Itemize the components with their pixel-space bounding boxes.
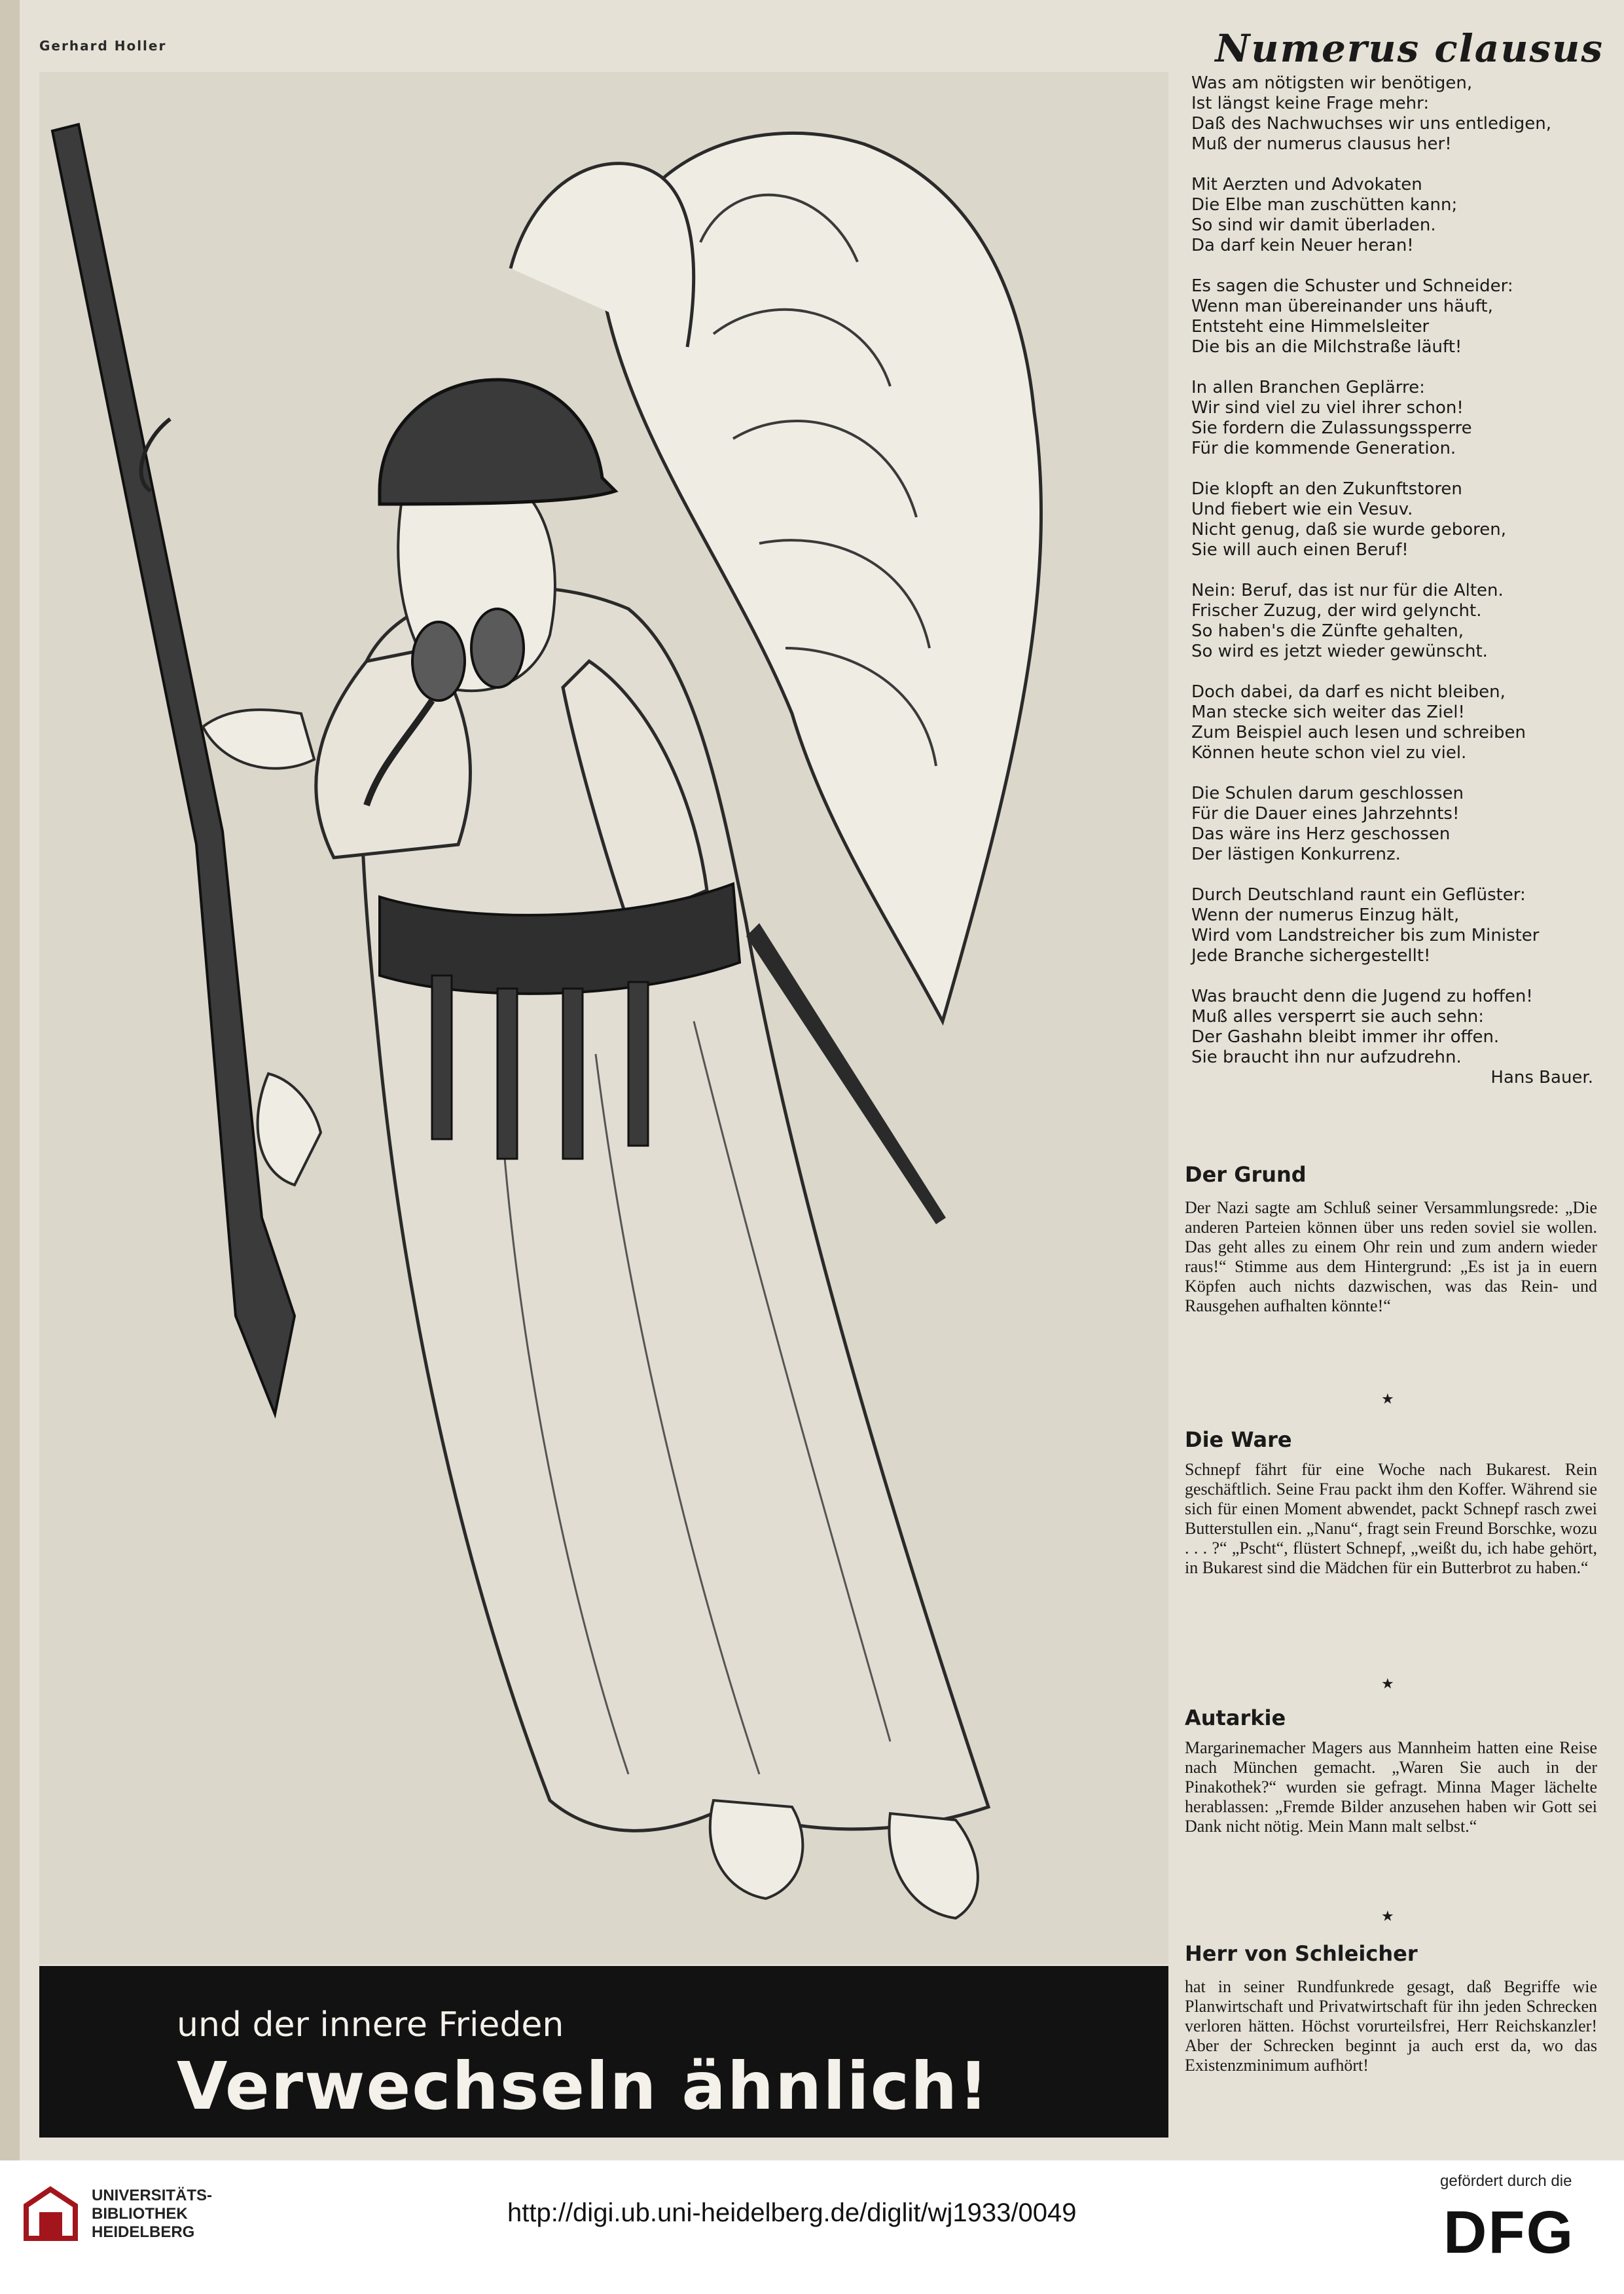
dfg-logo: DFG	[1443, 2199, 1575, 2266]
poem-line: So wird es jetzt wieder gewünscht.	[1191, 642, 1488, 661]
poem-line: Sie will auch einen Beruf!	[1191, 540, 1409, 560]
cartoon-illustration	[39, 72, 1168, 1964]
poem-line: Das wäre ins Herz geschossen	[1191, 824, 1451, 844]
section-text-herr-von-schleicher: hat in seiner Rundfunkrede gesagt, daß Begriffe wie Planwirtschaft und Privatwirtschaft für ihn jeden Schrecken verloren hätten. Höchst vorurteilsfrei, Herr Reichskanzler! Aber der Schrecken beginnt ja auch erst da, wo das Existenzminimum aufhört!	[1185, 1977, 1597, 2075]
university-library-logo-icon	[20, 2183, 82, 2245]
section-title-die-ware: Die Ware	[1185, 1427, 1292, 1452]
poem-stanza	[1191, 987, 1597, 1068]
poem-line: Nein: Beruf, das ist nur für die Alten.	[1191, 581, 1504, 600]
separator-star: ★	[1381, 1676, 1394, 1692]
poem-stanza	[1191, 682, 1597, 763]
poem-line: Wird vom Landstreicher bis zum Minister	[1191, 926, 1540, 945]
caption-banner	[39, 1966, 1168, 2138]
poem-line: Da darf kein Neuer heran!	[1191, 236, 1414, 255]
section-title-herr-von-schleicher: Herr von Schleicher	[1185, 1941, 1418, 1966]
poem-line: Und fiebert wie ein Vesuv.	[1191, 500, 1413, 519]
poem-line: Die bis an die Milchstraße läuft!	[1191, 337, 1462, 357]
poem-line: Ist längst keine Frage mehr:	[1191, 94, 1430, 113]
separator-star: ★	[1381, 1391, 1394, 1408]
poem-stanza	[1191, 73, 1597, 155]
poem-line: Nicht genug, daß sie wurde geboren,	[1191, 520, 1507, 539]
poem-line: Können heute schon viel zu viel.	[1191, 743, 1467, 763]
poem-stanza	[1191, 784, 1597, 865]
poem-line: Was braucht denn die Jugend zu hoffen!	[1191, 987, 1533, 1006]
poem-stanza	[1191, 175, 1597, 256]
poem-line: Man stecke sich weiter das Ziel!	[1191, 702, 1465, 722]
poem-line: Der Gashahn bleibt immer ihr offen.	[1191, 1027, 1500, 1047]
poem-line: Sie fordern die Zulassungssperre	[1191, 418, 1472, 438]
poem-line: Für die kommende Generation.	[1191, 439, 1456, 458]
poem-line: Die klopft an den Zukunftstoren	[1191, 479, 1462, 499]
armed-angel-drawing	[39, 72, 1168, 1964]
poem-line: Muß alles versperrt sie auch sehn:	[1191, 1007, 1484, 1027]
poem-line: Die Schulen darum geschlossen	[1191, 784, 1464, 803]
poem-line: Für die Dauer eines Jahrzehnts!	[1191, 804, 1460, 824]
section-text-autarkie: Margarinemacher Magers aus Mannheim hatten eine Reise nach München gemacht. „Waren Sie auch in der Pinakothek?“ wurden sie gefragt. Minna Mager lächelte herablassen: „Fremde Bilder anzusehen haben wir Gott sei Dank nicht nötig. Mein Mann malt selbst.“	[1185, 1738, 1597, 1836]
artist-credit: Gerhard Holler	[39, 38, 167, 54]
poem-line: Es sagen die Schuster und Schneider:	[1191, 276, 1513, 296]
section-text-der-grund: Der Nazi sagte am Schluß seiner Versammlungsrede: „Die anderen Parteien können über uns reden soviel sie wollen. Das geht alles zu einem Ohr rein und zum andern wieder raus!“ Stimme aus dem Hintergrund: „Es ist ja in euern Köpfen auch nichts dazwischen, was das Rein- und Rausgehen aufhalten könnte!“	[1185, 1198, 1597, 1315]
poem-line: Entsteht eine Himmelsleiter	[1191, 317, 1430, 337]
source-url-link[interactable]: http://digi.ub.uni-heidelberg.de/diglit/wj1933/0049	[507, 2198, 1077, 2227]
poem-line: Mit Aerzten und Advokaten	[1191, 175, 1422, 194]
funding-note: gefördert durch die	[1440, 2172, 1572, 2190]
poem-line: Sie braucht ihn nur aufzudrehn.	[1191, 1047, 1462, 1067]
banner-subtitle: und der innere Frieden	[177, 2005, 564, 2045]
banner-headline: Verwechseln ähnlich!	[177, 2048, 990, 2124]
poem-stanza	[1191, 885, 1597, 966]
poem-title: Numerus clausus	[1215, 26, 1604, 71]
poem-line: Der lästigen Konkurrenz.	[1191, 845, 1401, 864]
poem-line: So haben's die Zünfte gehalten,	[1191, 621, 1464, 641]
poem-stanza	[1191, 378, 1597, 459]
section-title-der-grund: Der Grund	[1185, 1162, 1307, 1187]
poem-line: Wenn man übereinander uns häuft,	[1191, 297, 1493, 316]
library-name: UNIVERSITÄTS- BIBLIOTHEK HEIDELBERG	[92, 2187, 213, 2241]
poem-line: In allen Branchen Geplärre:	[1191, 378, 1425, 397]
poem-line: Zum Beispiel auch lesen und schreiben	[1191, 723, 1526, 742]
section-text-die-ware: Schnepf fährt für eine Woche nach Bukarest. Rein geschäftlich. Seine Frau packt ihm den Koffer. Während sie sich für einen Moment abwendet, packt Schnepf rasch zwei Butterstullen ein. „Nanu“, fragt sein Freund Borschke, wozu . . . ?“ „Pscht“, flüstert Schnepf, „weißt du, ich habe gehört, in Bukarest sind die Mädchen für ein Butterbrot zu haben.“	[1185, 1460, 1597, 1577]
poem-line: Was am nötigsten wir benötigen,	[1191, 73, 1473, 93]
poem-line: Frischer Zuzug, der wird gelyncht.	[1191, 601, 1482, 621]
poem-author: Hans Bauer.	[1490, 1068, 1593, 1087]
poem-line: Doch dabei, da darf es nicht bleiben,	[1191, 682, 1506, 702]
digitization-footer	[0, 2160, 1624, 2294]
poem-stanza	[1191, 276, 1597, 357]
poem-line: Wir sind viel zu viel ihrer schon!	[1191, 398, 1464, 418]
separator-star: ★	[1381, 1908, 1394, 1925]
poem-line: Muß der numerus clausus her!	[1191, 134, 1452, 154]
poem-line: Jede Branche sichergestellt!	[1191, 946, 1431, 966]
poem-body	[1191, 73, 1597, 1088]
poem-line: So sind wir damit überladen.	[1191, 215, 1436, 235]
section-title-autarkie: Autarkie	[1185, 1705, 1286, 1730]
poem-line: Durch Deutschland raunt ein Geflüster:	[1191, 885, 1526, 905]
poem-line: Wenn der numerus Einzug hält,	[1191, 905, 1460, 925]
poem-line: Die Elbe man zuschütten kann;	[1191, 195, 1458, 215]
poem-stanza	[1191, 581, 1597, 662]
poem-stanza	[1191, 479, 1597, 560]
poem-line: Daß des Nachwuchses wir uns entledigen,	[1191, 114, 1551, 134]
